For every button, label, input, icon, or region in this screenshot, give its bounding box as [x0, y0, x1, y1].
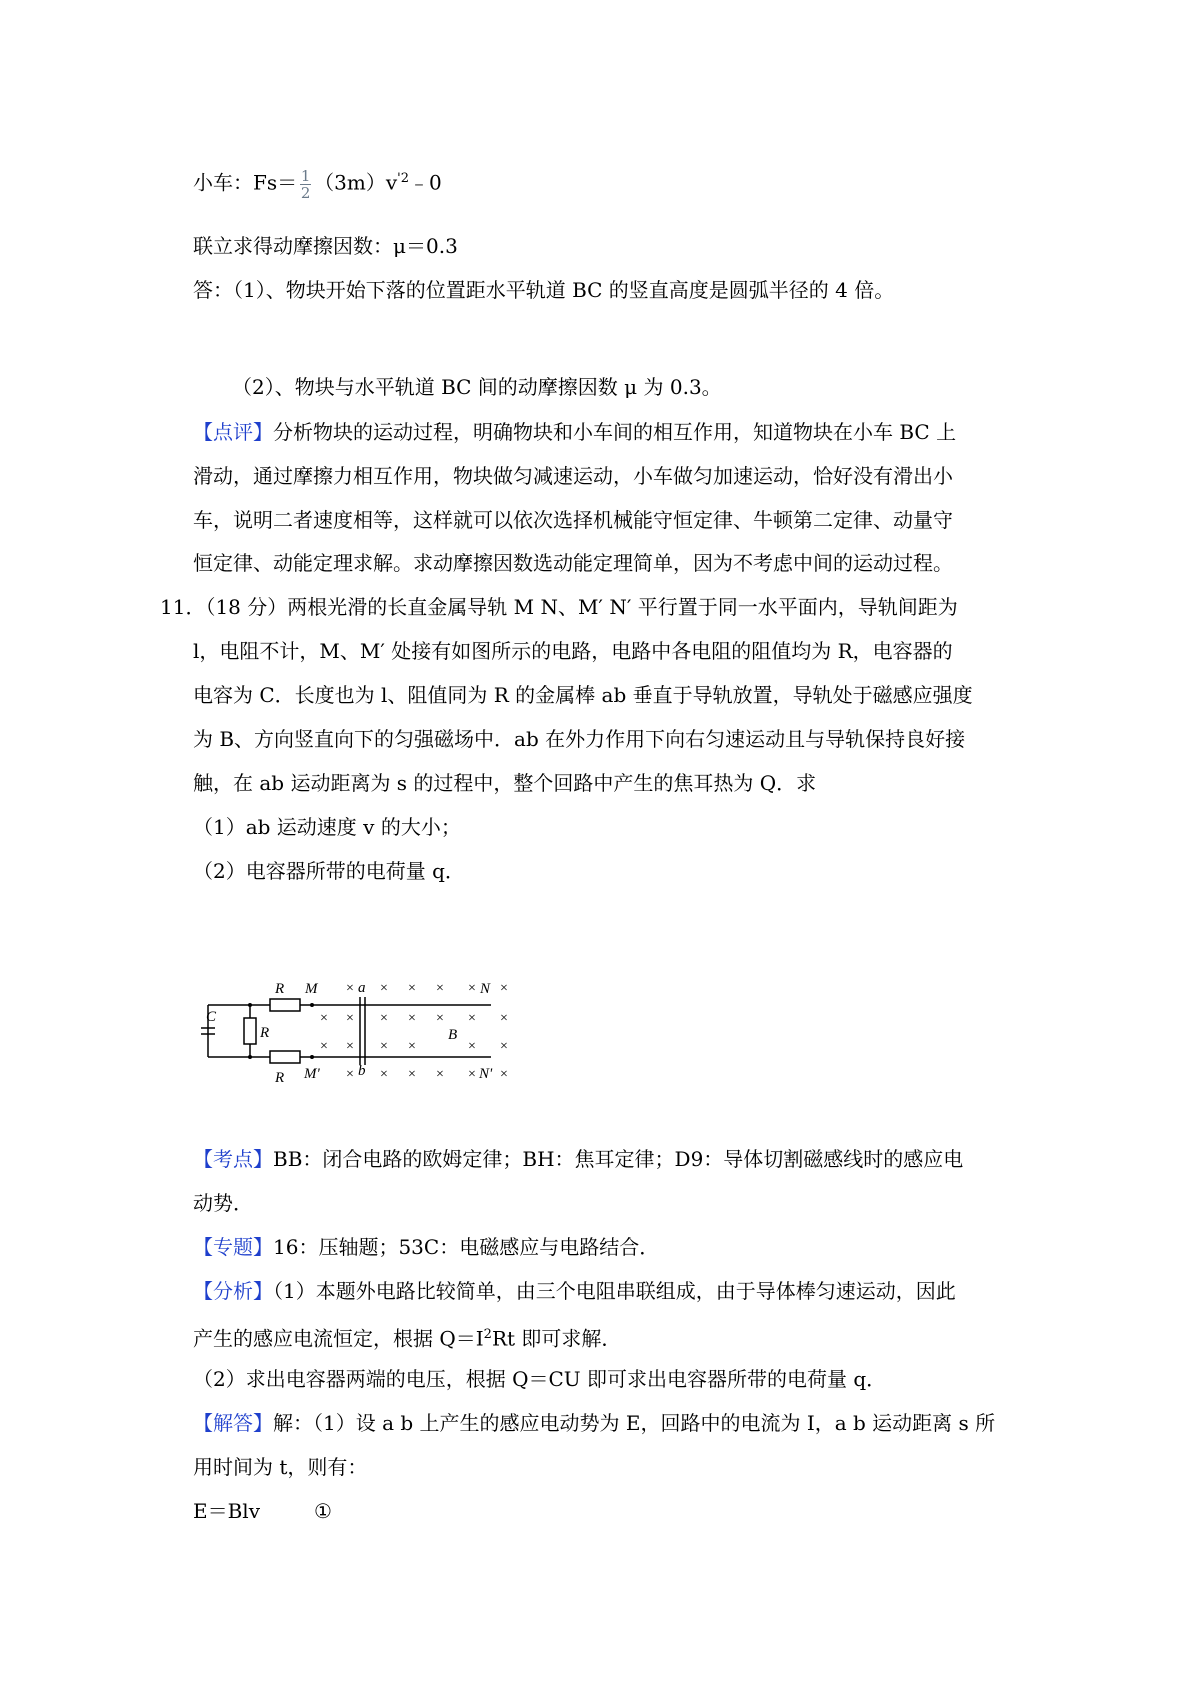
circuit-diagram — [208, 975, 538, 1090]
formula-middle: （3m）v — [314, 170, 398, 195]
field-cross-mark: × — [380, 981, 388, 996]
field-cross-mark: × — [468, 1039, 476, 1054]
field-cross-mark: × — [436, 1067, 444, 1082]
label-M: M — [305, 981, 318, 997]
fraction-half: $\frac{1}{2}$ — [300, 166, 311, 202]
field-cross-mark: × — [408, 981, 416, 996]
fenxi-line-3: （2）求出电容器两端的电压，根据 Q＝CU 即可求出电容器所带的电荷量 q． — [193, 1367, 887, 1391]
kaodian-line-1: 【考点】BB：闭合电路的欧姆定律；BH：焦耳定律；D9：导体切割磁感线时的感应电 — [193, 1147, 964, 1171]
field-cross-mark: × — [408, 1011, 416, 1026]
label-R-mid: R — [260, 1025, 270, 1041]
field-cross-mark: × — [346, 1011, 354, 1026]
question-line-2: l，电阻不计，M、M′ 处接有如图所示的电路，电路中各电阻的阻值均为 R，电容器的 — [193, 639, 953, 663]
formula-suffix: ﹣0 — [409, 170, 442, 195]
field-cross-mark: × — [500, 1039, 508, 1054]
jieda-line-1: 【解答】解：（1）设 a b 上产生的感应电动势为 E，回路中的电流为 I，a b 运动距离 s 所 — [193, 1411, 996, 1435]
fenxi-line-1: 【分析】（1）本题外电路比较简单，由三个电阻串联组成，由于导体棒匀速运动，因此 — [193, 1279, 956, 1303]
answer-line-2: （2）、物块与水平轨道 BC 间的动摩擦因数 μ 为 0.3。 — [232, 375, 722, 399]
field-cross-mark: × — [500, 981, 508, 996]
result-line: 联立求得动摩擦因数：μ＝0.3 — [193, 234, 458, 258]
jieda-tag: 【解答】 — [193, 1411, 273, 1435]
equation-line-1: E＝Blv ① — [193, 1499, 332, 1523]
zhuanti-tag: 【专题】 — [193, 1235, 273, 1259]
field-cross-mark: × — [408, 1067, 416, 1082]
comment-line-4: 恒定律、动能定理求解。求动摩擦因数选动能定理简单，因为不考虑中间的运动过程。 — [193, 551, 953, 575]
label-N: N — [480, 981, 491, 997]
field-cross-mark: × — [346, 1039, 354, 1054]
label-R-top: R — [275, 981, 285, 997]
field-cross-mark: × — [346, 981, 354, 996]
label-N-prime: N' — [479, 1066, 493, 1082]
zhuanti-line: 【专题】16：压轴题；53C：电磁感应与电路结合． — [193, 1235, 660, 1259]
comment-tag: 【点评】 — [193, 420, 273, 444]
field-cross-mark: × — [436, 981, 444, 996]
field-cross-mark: × — [468, 1067, 476, 1082]
kaodian-tag: 【考点】 — [193, 1147, 273, 1171]
answer-line-1: 答：（1）、物块开始下落的位置距水平轨道 BC 的竖直高度是圆弧半径的 4 倍。 — [193, 278, 895, 302]
field-cross-mark: × — [500, 1067, 508, 1082]
kaodian-line-2: 动势． — [193, 1191, 253, 1215]
formula-line-1 — [193, 164, 442, 200]
question-part-1: （1）ab 运动速度 v 的大小； — [193, 815, 461, 839]
label-a: a — [358, 980, 366, 996]
formula-prefix: 小车：Fs＝ — [193, 170, 298, 195]
label-B: B — [448, 1027, 458, 1043]
jieda-line-2: 用时间为 t，则有： — [193, 1455, 368, 1479]
label-C: C — [206, 1009, 217, 1025]
comment-line-1: 【点评】分析物块的运动过程，明确物块和小车间的相互作用，知道物块在小车 BC 上 — [193, 420, 957, 444]
question-line-5: 触，在 ab 运动距离为 s 的过程中，整个回路中产生的焦耳热为 Q．求 — [193, 771, 817, 795]
field-cross-mark: × — [408, 1039, 416, 1054]
field-cross-mark: × — [380, 1011, 388, 1026]
label-b: b — [358, 1063, 366, 1079]
field-cross-mark: × — [468, 1011, 476, 1026]
label-R-bot: R — [275, 1070, 285, 1086]
field-cross-mark: × — [346, 1067, 354, 1082]
field-cross-mark: × — [320, 1011, 328, 1026]
field-cross-mark: × — [380, 1039, 388, 1054]
question-part-2: （2）电容器所带的电荷量 q． — [193, 859, 465, 883]
formula-sup: '2 — [397, 171, 409, 186]
field-cross-mark: × — [436, 1011, 444, 1026]
field-cross-mark: × — [320, 1039, 328, 1054]
question-line-3: 电容为 C．长度也为 l、阻值同为 R 的金属棒 ab 垂直于导轨放置，导轨处于磁感应强度 — [193, 683, 973, 707]
comment-line-2: 滑动，通过摩擦力相互作用，物块做匀减速运动，小车做匀加速运动，恰好没有滑出小 — [193, 464, 953, 488]
fenxi-line-2: 产生的感应电流恒定，根据 $Q=I^2Rt$ 即可求解． — [193, 1326, 622, 1351]
field-cross-mark: × — [468, 981, 476, 996]
fenxi-tag: 【分析】 — [193, 1279, 273, 1303]
question-line-1: 11．（18 分）两根光滑的长直金属导轨 M N、M′ N′ 平行置于同一水平面内，导轨间距为 — [160, 595, 958, 619]
field-cross-mark: × — [380, 1067, 388, 1082]
label-M-prime: M' — [304, 1066, 320, 1082]
question-line-4: 为 B、方向竖直向下的匀强磁场中．ab 在外力作用下向右匀速运动且与导轨保持良好接 — [193, 727, 966, 751]
comment-line-3: 车，说明二者速度相等，这样就可以依次选择机械能守恒定律、牛顿第二定律、动量守 — [193, 508, 953, 532]
field-cross-mark: × — [500, 1011, 508, 1026]
